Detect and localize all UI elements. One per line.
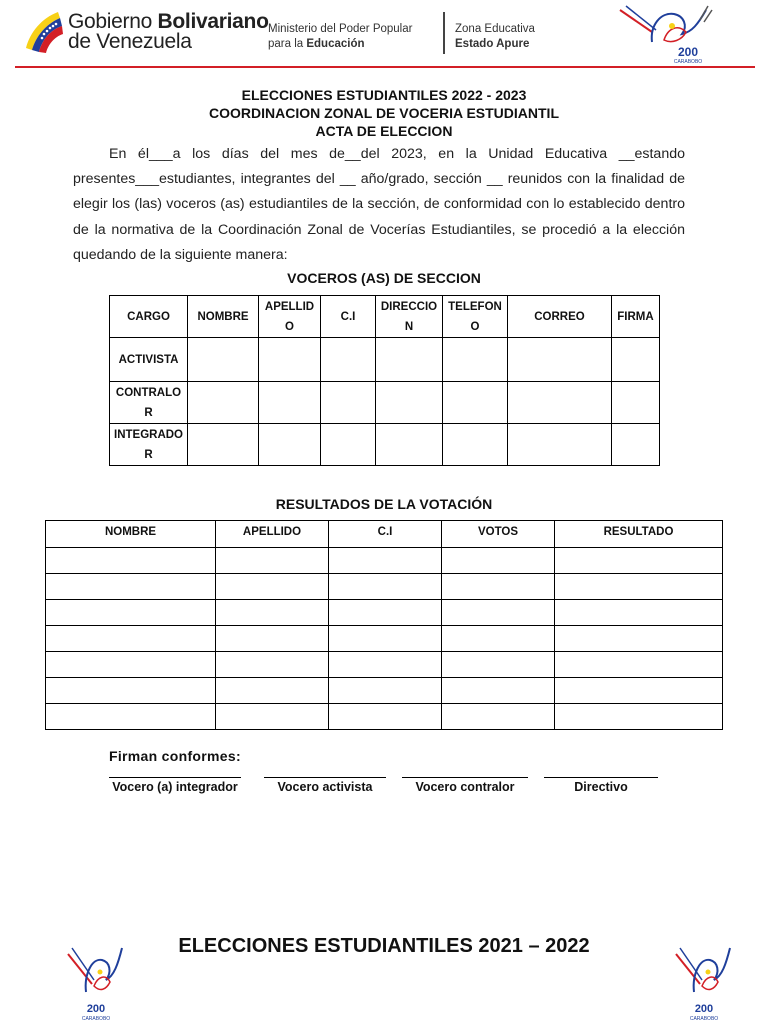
column-header: NOMBRE: [188, 296, 259, 338]
input-cell[interactable]: [442, 574, 555, 600]
column-header: CARGO: [110, 296, 188, 338]
education-zone: Zona Educativa Estado Apure: [455, 23, 535, 50]
table-row: [110, 338, 660, 382]
input-cell[interactable]: [555, 678, 723, 704]
svg-text:200: 200: [694, 1003, 714, 1015]
input-cell[interactable]: [442, 652, 555, 678]
table-row: [110, 424, 660, 466]
input-cell[interactable]: [329, 704, 442, 730]
input-cell[interactable]: [555, 548, 723, 574]
table-header-row: [110, 296, 660, 338]
svg-text:200: 200: [677, 45, 699, 59]
table-row: [46, 574, 723, 600]
signature-integrador[interactable]: [109, 768, 241, 794]
input-cell[interactable]: [46, 652, 216, 678]
column-header: APELLIDO: [216, 521, 329, 548]
column-header: TELEFONO: [443, 296, 508, 338]
column-header: C.I: [321, 296, 376, 338]
input-cell[interactable]: [442, 548, 555, 574]
government-name: Gobierno Bolivariano de Venezuela: [68, 10, 269, 53]
input-cell[interactable]: [46, 704, 216, 730]
signature-line: [544, 768, 658, 778]
svg-text:CARABOBO: CARABOBO: [689, 1016, 719, 1022]
intro-paragraph: [73, 142, 685, 268]
results-table: [45, 520, 723, 730]
venezuela-flag-logo: [22, 10, 64, 54]
input-cell[interactable]: [329, 626, 442, 652]
signature-line: [402, 768, 528, 778]
input-cell[interactable]: [216, 626, 329, 652]
header-red-rule: [15, 66, 755, 68]
signature-role: Vocero contralor: [415, 780, 515, 794]
input-cell[interactable]: [443, 382, 508, 424]
input-cell[interactable]: [46, 548, 216, 574]
input-cell[interactable]: [329, 548, 442, 574]
input-cell[interactable]: [555, 626, 723, 652]
column-header: DIRECCION: [376, 296, 443, 338]
input-cell[interactable]: [259, 424, 321, 466]
input-cell[interactable]: [376, 382, 443, 424]
column-header: RESULTADO: [555, 521, 723, 548]
bicentennial-emblem-icon: [672, 934, 734, 1022]
input-cell[interactable]: [329, 600, 442, 626]
input-cell[interactable]: [508, 338, 612, 382]
column-header: APELLIDO: [259, 296, 321, 338]
input-cell[interactable]: [612, 382, 660, 424]
input-cell[interactable]: [443, 338, 508, 382]
input-cell[interactable]: [612, 424, 660, 466]
input-cell[interactable]: [508, 424, 612, 466]
input-cell[interactable]: [376, 338, 443, 382]
table-row: [110, 382, 660, 424]
row-label-contralor: CONTRALOR: [110, 382, 188, 424]
column-header: VOTOS: [442, 521, 555, 548]
title-coordination: COORDINACION ZONAL DE VOCERIA ESTUDIANTIL: [208, 105, 559, 121]
input-cell[interactable]: [188, 382, 259, 424]
title-elections: ELECCIONES ESTUDIANTILES 2022 - 2023: [241, 87, 527, 103]
input-cell[interactable]: [188, 338, 259, 382]
title-act: ACTA DE ELECCION: [315, 123, 453, 139]
voceros-section-title: VOCEROS (AS) DE SECCION: [287, 270, 481, 286]
voceros-table: [109, 295, 660, 466]
input-cell[interactable]: [216, 600, 329, 626]
svg-text:CARABOBO: CARABOBO: [673, 59, 703, 64]
header-divider: [443, 12, 445, 54]
table-row: [46, 626, 723, 652]
table-row: [46, 548, 723, 574]
input-cell[interactable]: [46, 626, 216, 652]
table-row: [46, 652, 723, 678]
page-header: [0, 0, 768, 70]
input-cell[interactable]: [321, 338, 376, 382]
input-cell[interactable]: [508, 382, 612, 424]
input-cell[interactable]: [442, 678, 555, 704]
input-cell[interactable]: [555, 574, 723, 600]
input-cell[interactable]: [188, 424, 259, 466]
input-cell[interactable]: [329, 678, 442, 704]
results-section-title: RESULTADOS DE LA VOTACIÓN: [275, 496, 493, 512]
column-header: CORREO: [508, 296, 612, 338]
table-row: [46, 678, 723, 704]
input-cell[interactable]: [321, 382, 376, 424]
footer-title: ELECCIONES ESTUDIANTILES 2021 – 2022: [178, 935, 590, 957]
input-cell[interactable]: [612, 338, 660, 382]
signature-line: [264, 768, 386, 778]
svg-text:200: 200: [86, 1003, 106, 1015]
input-cell[interactable]: [376, 424, 443, 466]
svg-text:CARABOBO: CARABOBO: [81, 1016, 111, 1022]
column-header: NOMBRE: [46, 521, 216, 548]
table-row: [46, 600, 723, 626]
table-row: [46, 704, 723, 730]
input-cell[interactable]: [216, 652, 329, 678]
input-cell[interactable]: [216, 704, 329, 730]
input-cell[interactable]: [555, 600, 723, 626]
intro-text: En él___a los días del mes de__del 2023, en la Unidad Educativa __estando presentes___estudiantes, integrantes del __ año/grado, sección __ reunidos con la finalidad de elegir los (las) voceros (as) estudiantiles de la sección, de conformidad con lo establecido dentro de la normativa de la Coordinación Zonal de Vocerías Estudiantiles, se procedió a la elección quedando de la siguiente manera:: [73, 146, 685, 263]
signature-role: Vocero activista: [277, 780, 373, 794]
ministry-name: Ministerio del Poder Popular para la Educación: [268, 23, 413, 50]
input-cell[interactable]: [442, 626, 555, 652]
signature-directivo[interactable]: [544, 768, 658, 794]
row-label-integrador: INTEGRADOR: [110, 424, 188, 466]
signature-role: Vocero (a) integrador: [112, 780, 238, 794]
input-cell[interactable]: [555, 704, 723, 730]
signature-activista[interactable]: [264, 768, 386, 794]
input-cell[interactable]: [46, 574, 216, 600]
bicentennial-emblem-icon: [612, 2, 730, 64]
input-cell[interactable]: [442, 600, 555, 626]
input-cell[interactable]: [216, 574, 329, 600]
input-cell[interactable]: [216, 678, 329, 704]
signature-line: [109, 768, 241, 778]
input-cell[interactable]: [329, 652, 442, 678]
row-label-activista: ACTIVISTA: [110, 338, 188, 382]
signature-role: Directivo: [574, 780, 628, 794]
column-header: C.I: [329, 521, 442, 548]
signatures-label: Firman conformes:: [109, 748, 241, 764]
column-header: FIRMA: [612, 296, 660, 338]
input-cell[interactable]: [321, 424, 376, 466]
signature-contralor[interactable]: [402, 768, 528, 794]
input-cell[interactable]: [259, 382, 321, 424]
input-cell[interactable]: [46, 678, 216, 704]
input-cell[interactable]: [555, 652, 723, 678]
input-cell[interactable]: [329, 574, 442, 600]
results-body: [46, 548, 723, 730]
input-cell[interactable]: [46, 600, 216, 626]
input-cell[interactable]: [259, 338, 321, 382]
input-cell[interactable]: [442, 704, 555, 730]
input-cell[interactable]: [443, 424, 508, 466]
document-titles: [0, 86, 768, 140]
input-cell[interactable]: [216, 548, 329, 574]
table-header-row: [46, 521, 723, 548]
